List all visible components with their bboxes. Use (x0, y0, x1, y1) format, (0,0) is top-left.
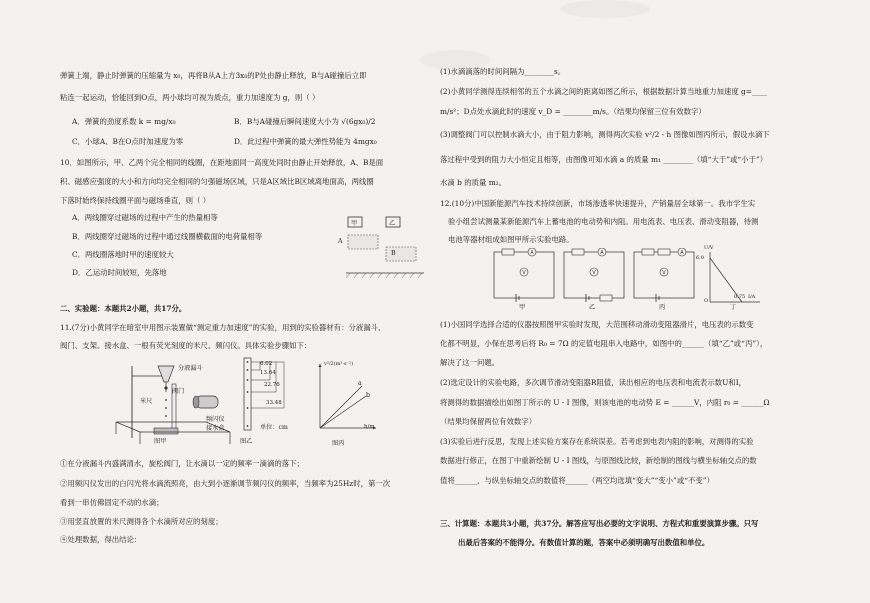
scan-smudge-top (560, 0, 650, 18)
graph-i-value: 0.75 (734, 294, 746, 300)
graph-ylabel: v²/2(m²·s⁻²) (324, 361, 354, 367)
q11-part-2b: m/s²；D点处水滴此时的速度 v_D = ________m/s。（结果均保留三位有效数字） (440, 107, 706, 116)
apparatus-figure (110, 356, 240, 446)
tick-22-76: 22.76 (264, 382, 280, 388)
q12-line-3: 电池等器材组成如图甲所示实验电路。 (448, 235, 574, 244)
step-4: ④处理数据，得出结论： (60, 535, 142, 544)
circuit-jia-label: 甲 (519, 304, 526, 311)
q12-body-3: 解决了这一问题。 (440, 358, 500, 367)
q12-body-5: 将测得的数据描绘出如图丁所示的 U - I 图像，则该电池的电动势 E = ______V，内阻 r₀ = ______Ω (440, 398, 770, 407)
q12-body-6: （结果均保留两位有效数字） (440, 417, 537, 426)
q9-line-1: 弹簧上端，静止时弹簧的压缩量为 x₀，再将B从A上方3x₀的P处由静止释放，B与A碰撞后立即 (60, 71, 367, 80)
line-a-label: a (358, 380, 362, 387)
q12-body-2: 化都不明显，小保在思考后将 R₀ = 7Ω 的定值电阻串入电路中，如图中的______（填“乙”或“丙”）， (440, 339, 768, 348)
q11-part-1: (1)水滴滴落的时间间隔为________s。 (440, 67, 566, 76)
q12-line-2: 验小组尝试测量某新能源汽车上蓄电池的电动势和内阻。用电流表、电压表、滑动变阻器，待测 (448, 217, 759, 226)
svg-text:A: A (530, 250, 534, 256)
region-a-label: A (338, 238, 343, 245)
q11-line-1: 11.(7分)小黄同学在暗室中用图示装置做“测定重力加速度”的实验，用到的实验器材有：分液漏斗、 (60, 323, 386, 332)
line-b-label: b (366, 392, 370, 399)
q11-part-3c: 水滴 b 的质量 m₂。 (440, 178, 507, 187)
q9-line-2: 粘连一起运动，恰能回到O点，两小球均可视为质点，重力加速度为 g，则（ ） (60, 93, 320, 102)
step-3: ③用竖直放置的米尺测得各个水滴所对应的刻度； (60, 517, 223, 526)
svg-text:A: A (600, 250, 604, 256)
section-2-heading: 二、实验题：本题共2小题，共17分。 (60, 304, 187, 313)
circuit-yi-label: 乙 (589, 304, 596, 311)
ruler-figure (240, 356, 300, 445)
coil-jia-label: 甲 (351, 220, 358, 227)
q12-line-1: 12.(10分)中国新能源汽车技术持续创新，市场渗透率快速提升，产销量居全球第一。我市学生实 (440, 199, 756, 208)
step-1: ①在分液漏斗内盛满清水，旋松阀门，让水滴以一定的频率一滴滴的落下； (60, 459, 304, 468)
q10-option-a: A．两线圈穿过磁场的过程中产生的热量相等 (72, 213, 218, 222)
section-3-heading-1: 三、计算题：本题共3小题，共37分。解答应写出必要的文字说明、方程式和重要演算步骤。只写 (440, 519, 759, 528)
graph-origin: O (704, 298, 709, 304)
q11-part-2a: (2)小黄同学测得连续相邻的五个水滴之间的距离如图乙所示，根据数据计算当地重力加速度 g=____ (440, 87, 767, 96)
section-3-heading-2: 出最后答案的不能得分。有数值计算的题，答案中必须明确写出数值和单位。 (458, 538, 710, 547)
q10-option-d: D．乙运动时间较短，先落地 (72, 268, 167, 277)
q12-body-8: 数据进行修正，在图丁中重新绘制 U - I 图线，与原图线比较，新绘制的图线与横坐标轴交点的数 (440, 456, 757, 465)
graph-u-axis: U/V (704, 245, 714, 251)
svg-text:V: V (662, 270, 666, 276)
step-2a: ②用频闪仪发出的白闪光将水滴流照亮，由大到小逐渐调节频闪仪的频率，当频率为25Hz时，第一次 (60, 479, 391, 488)
coil-yi-label: 乙 (389, 220, 396, 227)
figure-bing-caption: 图丙 (332, 440, 345, 447)
tray-label: 接水盒 (206, 425, 225, 432)
q10-option-b: B．两线圈穿过磁场的过程中通过线圈横截面的电荷量相等 (72, 232, 263, 241)
q9-option-a: A．弹簧的劲度系数 k = mg/x₀ (72, 117, 176, 126)
step-2b: 看到一串仿佛固定不动的水滴； (60, 498, 164, 507)
svg-text:V: V (592, 270, 596, 276)
q10-figure (338, 213, 426, 283)
svg-text:A: A (680, 250, 684, 256)
tick-6-02: 6.02 (260, 361, 273, 367)
graph-u-value: 6.0 (696, 255, 704, 261)
strobe-label: 频闪仪 (206, 416, 225, 423)
graph-figure (310, 358, 380, 447)
tick-13-64: 13.64 (260, 370, 276, 376)
q12-body-7: (3)实验后进行反思，发现上述实验方案存在系统误差。若考虑到电表内阻的影响，对测得的实验 (440, 437, 754, 446)
q10-option-c: C．两线圈落地时甲的速度较大 (72, 250, 174, 259)
ruler-unit: 单位：cm (260, 424, 288, 431)
q10-line-2: 积、磁感应强度的大小和方向均完全相同的匀强磁场区域，只是A区域比B区域离地面高，两线圈 (60, 177, 374, 186)
q10-line-3: 下落时始终保持线圈平面与磁场垂直，则（ ） (60, 196, 211, 205)
tick-33-48: 33.48 (266, 400, 282, 406)
figure-yi-caption: 图乙 (240, 438, 253, 445)
graph-ding-label: 丁 (730, 304, 737, 311)
circuit-bing-label: 丙 (659, 304, 666, 311)
q10-line-1: 10．如图所示，甲、乙两个完全相同的线圈，在距地面同一高度处同时由静止开始释放，A、B是面 (60, 158, 384, 167)
circuit-diagrams (492, 245, 762, 311)
q12-body-4: (2)选定设计的实验电路，多次调节滑动变阻器R阻值，读出相应的电压表和电流表示数U和I， (440, 378, 747, 387)
q12-body-9: 值将______，与纵坐标轴交点的数值将______（两空均选填“变大”“变小”或“不变”） (440, 476, 714, 485)
graph-i-axis: I/A (748, 294, 756, 300)
svg-text:V: V (522, 270, 526, 276)
q11-line-2: 阀门、支架、接水盒、一根有荧光刻度的米尺、频闪仪。具体实验步骤如下： (60, 341, 312, 350)
valve-label: 阀门 (172, 388, 185, 395)
ruler-label: 米尺 (140, 398, 153, 405)
q11-part-3a: (3)调整阀门可以控制水滴大小，由于阻力影响，测得两次实验 v²/2 - h 图像如图丙所示，假设水滴下 (440, 130, 770, 139)
q9-option-c: C．小球A、B在O点时加速度为零 (72, 137, 184, 146)
q9-option-d: D．此过程中弹簧的最大弹性势能为 4mgx₀ (234, 137, 377, 146)
region-b-label: B (391, 250, 396, 257)
funnel-label: 分液漏斗 (178, 365, 203, 372)
figure-jia-caption: 图甲 (154, 438, 167, 445)
q9-option-b: B．B与A碰撞后瞬间速度大小为 √(6gx₀)/2 (234, 117, 376, 126)
q11-part-3b: 落过程中受到的阻力大小恒定且相等，由图像可知水滴 a 的质量 m₁ ________（填“大于”或“小于”） (440, 155, 768, 164)
q12-body-1: (1)小国同学选择合适的仪器按照图甲实验时发现，大范围移动滑动变阻器滑片，电压表的示数变 (440, 320, 754, 329)
scan-smudge (420, 50, 490, 70)
graph-xlabel: h/m (364, 424, 375, 430)
